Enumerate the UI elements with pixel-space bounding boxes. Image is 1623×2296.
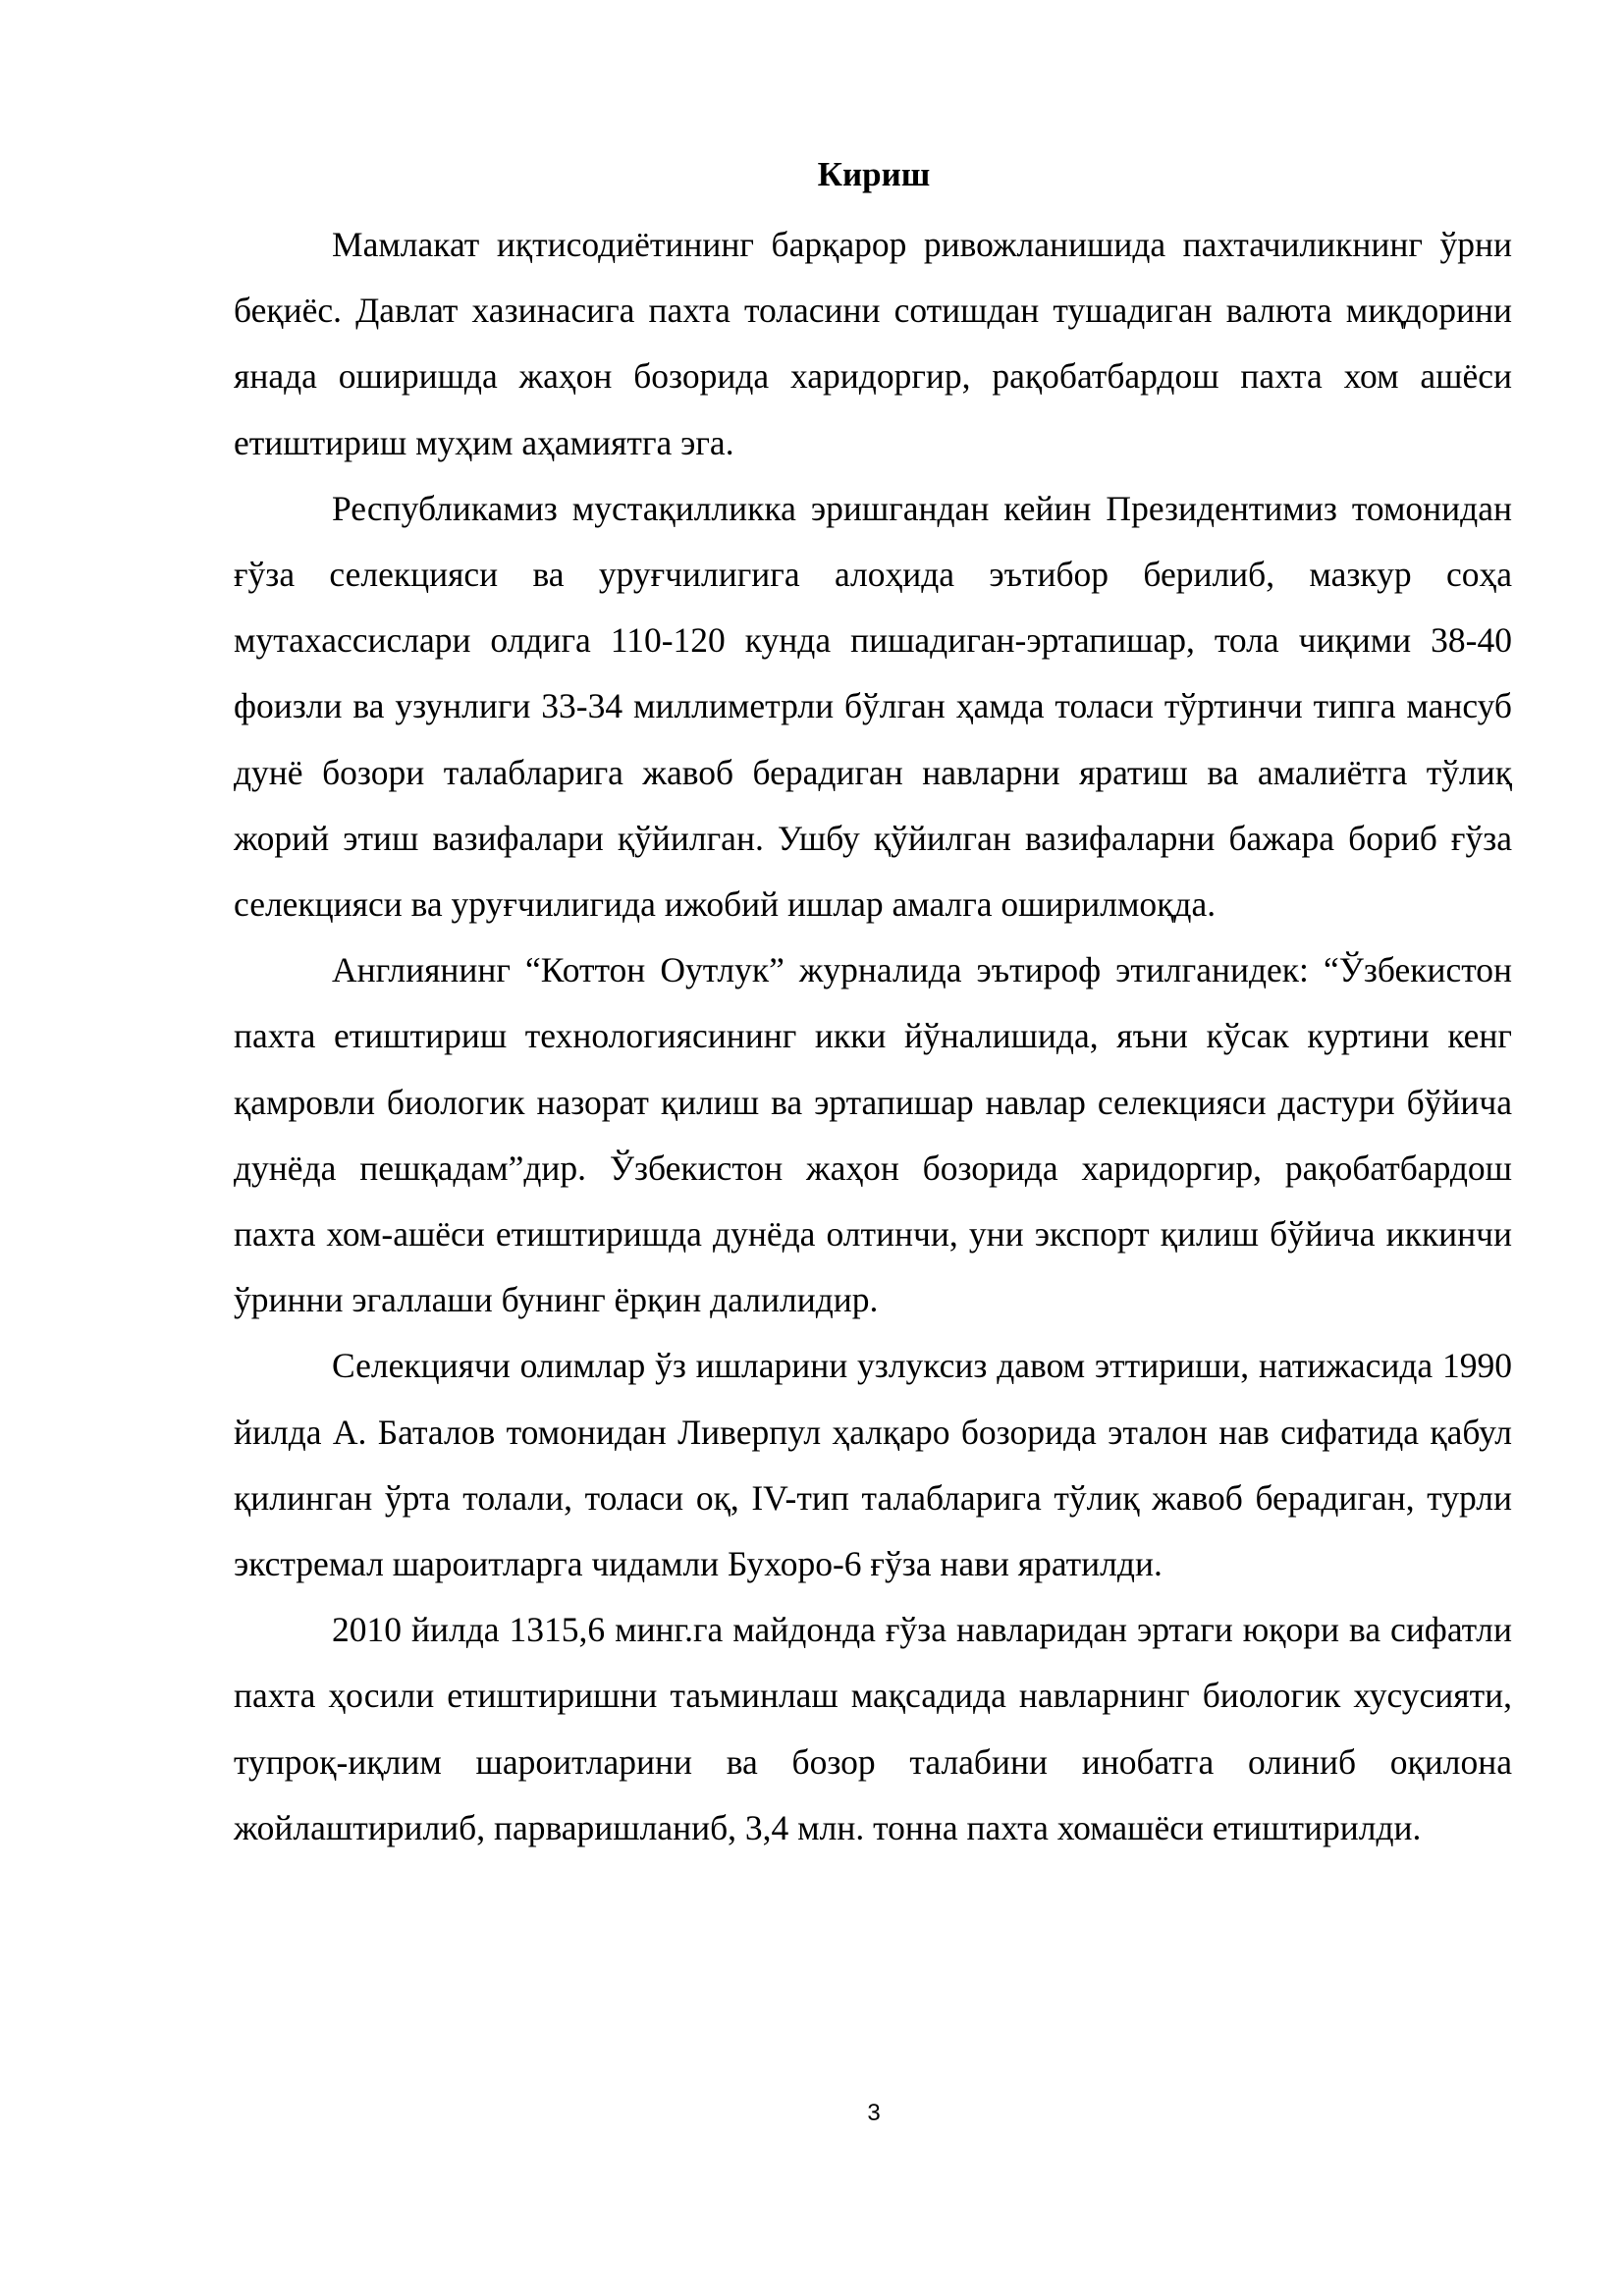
paragraph-3: Англиянинг “Коттон Оутлук” журналида эътироф этилганидек: “Ўзбекистон пахта етиштириш технологиясининг икки йўналишида, яъни кўсак куртини кенг қамровли биологик назорат қилиш ва эртапишар навлар селекцияси дастури бўйича дунёда пешқадам”дир. Ўзбекистон жаҳон бозорида харидоргир, рақобатбардош пахта хом-ашёси етиштиришда дунёда олтинчи, уни экспорт қилиш бўйича иккинчи ўринни эгаллаши бунинг ёрқин далилидир.: [234, 950, 1512, 1320]
document-body: [234, 212, 1512, 1861]
document-title: Кириш: [817, 155, 931, 193]
page-number: 3: [867, 2100, 881, 2126]
paragraph-5: 2010 йилда 1315,6 минг.га майдонда ғўза навларидан эртаги юқори ва сифатли пахта ҳосили етиштиришни таъминлаш мақсадида навларнинг биологик хусусияти, тупроқ-иқлим шароитларини ва бозор талабини инобатга олиниб оқилона жойлаштирилиб, парваришланиб, 3,4 млн. тонна пахта хомашёси етиштирилди.: [234, 1610, 1512, 1847]
paragraph-2: Республикамиз мустақилликка эришгандан кейин Президентимиз томонидан ғўза селекцияси ва уруғчилигига алоҳида эътибор берилиб, мазкур соҳа мутахассислари олдига 110-120 кунда пишадиган-эртапишар, тола чиқими 38-40 фоизли ва узунлиги 33-34 миллиметрли бўлган ҳамда толаси тўртинчи типга мансуб дунё бозори талабларига жавоб берадиган навларни яратиш ва амалиётга тўлиқ жорий этиш вазифалари қўйилган. Ушбу қўйилган вазифаларни бажара бориб ғўза селекцияси ва уруғчилигида ижобий ишлар амалга оширилмоқда.: [234, 488, 1512, 925]
paragraph-4: Селекциячи олимлар ўз ишларини узлуксиз давом эттириши, натижасида 1990 йилда А. Баталов томонидан Ливерпул ҳалқаро бозорида эталон нав сифатида қабул қилинган ўрта толали, толаси оқ, IV-тип талабларига тўлиқ жавоб берадиган, турли экстремал шароитларга чидамли Бухоро-6 ғўза нави яратилди.: [234, 1346, 1512, 1584]
paragraph-1: Мамлакат иқтисодиётининг барқарор ривожланишида пахтачиликнинг ўрни беқиёс. Давлат хазинасига пахта толасини сотишдан тушадиган валюта миқдорини янада оширишда жаҳон бозорида харидоргир, рақобатбардош пахта хом ашёси етиштириш муҳим аҳамиятга эга.: [234, 225, 1512, 462]
